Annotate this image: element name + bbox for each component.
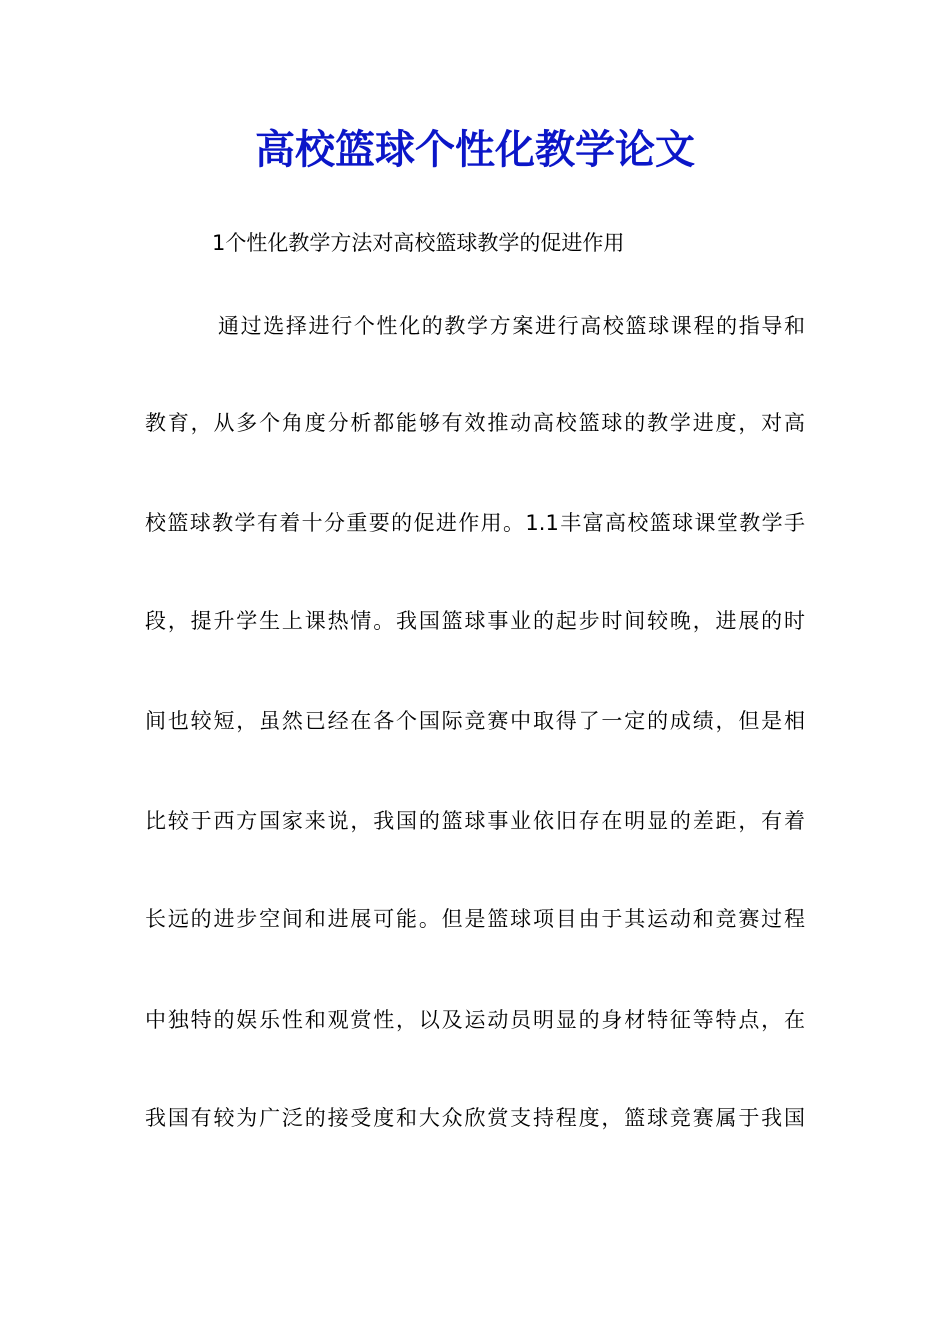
body-line: 间也较短，虽然已经在各个国际竞赛中取得了一定的成绩，但是相 (145, 709, 805, 733)
document-title: 高校篮球个性化教学论文 (255, 126, 695, 173)
body-line: 教育，从多个角度分析都能够有效推动高校篮球的教学进度，对高 (145, 411, 805, 435)
body-line: 段，提升学生上课热情。我国篮球事业的起步时间较晚，进展的时 (145, 609, 805, 633)
body-line: 校篮球教学有着十分重要的促进作用。1.1丰富高校篮球课堂教学手 (145, 511, 805, 535)
section-heading: 1个性化教学方法对高校篮球教学的促进作用 (212, 231, 625, 255)
body-line: 我国有较为广泛的接受度和大众欣赏支持程度，篮球竞赛属于我国 (145, 1106, 805, 1130)
body-line: 通过选择进行个性化的教学方案进行高校篮球课程的指导和 (218, 314, 805, 338)
body-line: 比较于西方国家来说，我国的篮球事业依旧存在明显的差距，有着 (145, 809, 805, 833)
body-line: 长远的进步空间和进展可能。但是篮球项目由于其运动和竞赛过程 (145, 907, 805, 931)
body-line: 中独特的娱乐性和观赏性，以及运动员明显的身材特征等特点，在 (145, 1008, 805, 1032)
